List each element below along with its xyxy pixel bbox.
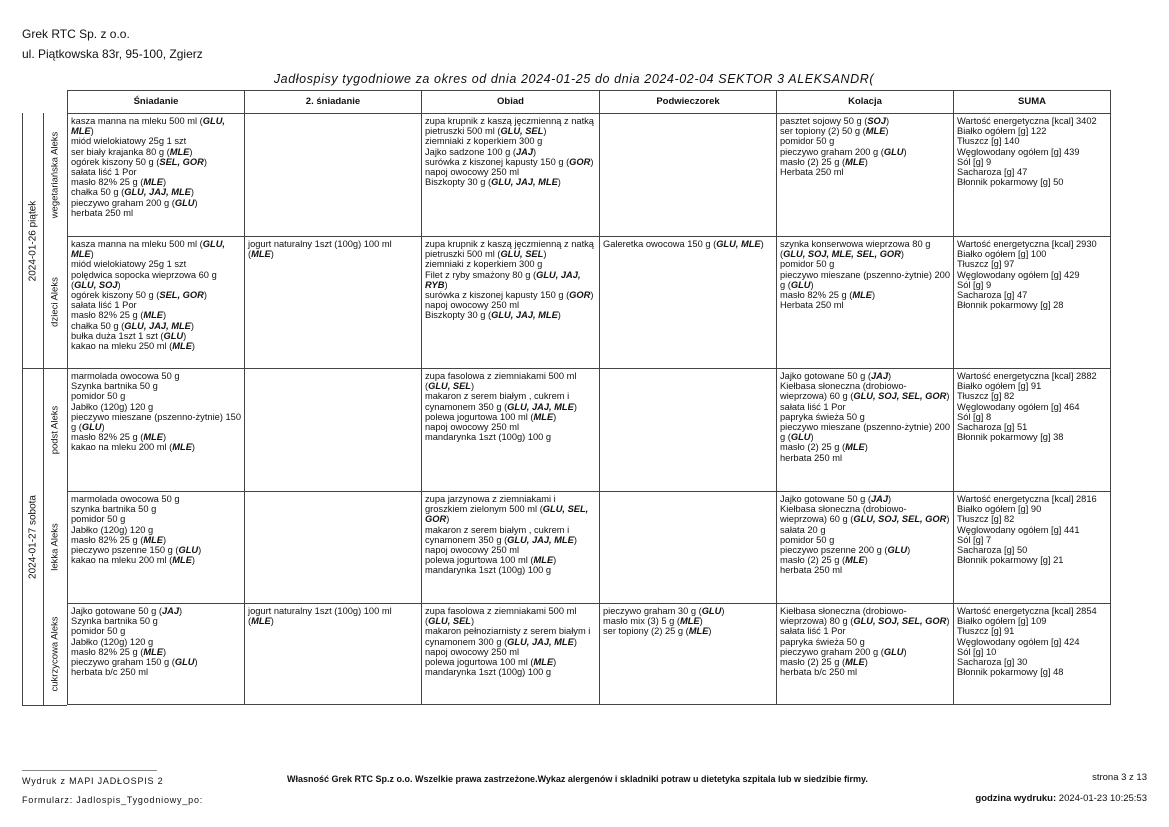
dish-line: ziemniaki z koperkiem 300 g bbox=[425, 259, 543, 270]
nutrition-line: Sól [g] 9 bbox=[957, 279, 992, 290]
nutrition-line: Błonnik pokarmowy [g] 21 bbox=[957, 555, 1064, 566]
dish-line: masło 82% 25 g (MLE) bbox=[71, 646, 167, 657]
dish-line: bułka duża 1szt 1 szt (GLU) bbox=[71, 330, 187, 341]
menu-cell bbox=[68, 237, 245, 369]
dish-line: pieczywo mieszane (pszenno-żytnie) 200 g (GLU) bbox=[780, 269, 951, 290]
table-row bbox=[68, 369, 1111, 492]
dish-line: herbata 250 ml bbox=[780, 565, 843, 576]
dish-line: napoj owocowy 250 ml bbox=[425, 300, 520, 311]
menu-cell bbox=[245, 492, 422, 604]
nutrition-line: Białko ogółem [g] 122 bbox=[957, 126, 1047, 137]
company-address: ul. Piątkowska 83r, 95-100, Zgierz bbox=[22, 47, 203, 61]
print-time-value: 2024-01-23 10:25:53 bbox=[1058, 793, 1147, 804]
dish-line: herbata 250 ml bbox=[780, 452, 843, 463]
dish-line: napoj owocowy 250 ml bbox=[425, 167, 520, 178]
dish-line: Jajko sadzone 100 g (JAJ) bbox=[425, 146, 537, 157]
dish-line: ogórek kiszony 50 g (SEL, GOR) bbox=[71, 290, 207, 301]
table-row bbox=[68, 604, 1111, 705]
dish-line: Kiełbasa słoneczna (drobiowo-wieprzowa) 60 g (GLU, SOJ, SEL, GOR) bbox=[780, 504, 950, 525]
table-row bbox=[68, 492, 1111, 604]
nutrition-line: Tłuszcz [g] 82 bbox=[957, 514, 1015, 525]
nutrition-line: Sól [g] 9 bbox=[957, 156, 992, 167]
nutrition-line: Sacharoza [g] 47 bbox=[957, 167, 1028, 178]
menu-cell bbox=[600, 604, 777, 705]
company-block bbox=[22, 24, 203, 64]
column-header: Śniadanie bbox=[68, 91, 245, 114]
dish-line: pomidor 50 g bbox=[71, 391, 126, 402]
dish-line: surówka z kiszonej kapusty 150 g (GOR) bbox=[425, 156, 594, 167]
dish-line: miód wielokiatowy 25g 1 szt bbox=[71, 136, 187, 147]
dish-line: Szynka bartnika 50 g bbox=[71, 381, 158, 392]
menu-cell bbox=[245, 237, 422, 369]
nutrition-line: Węglowodany ogółem [g] 429 bbox=[957, 269, 1080, 280]
menu-cell bbox=[68, 604, 245, 705]
menu-cell bbox=[954, 114, 1111, 237]
dish-line: herbata b/c 250 ml bbox=[71, 667, 149, 678]
dish-line: marmolada owocowa 50 g bbox=[71, 371, 180, 381]
menu-cell bbox=[600, 114, 777, 237]
dish-line: ogórek kiszony 50 g (SEL, GOR) bbox=[71, 156, 207, 167]
dish-line: pieczywo graham 200 g (GLU) bbox=[780, 146, 907, 157]
menu-cell bbox=[777, 369, 954, 492]
nutrition-line: Sól [g] 7 bbox=[957, 534, 992, 545]
nutrition-line: Wartość energetyczna [kcal] 2930 bbox=[957, 239, 1097, 249]
dish-line: Herbata 250 ml bbox=[780, 167, 844, 178]
diet-label-cell bbox=[42, 603, 67, 704]
dish-line: sałata liść 1 Por bbox=[71, 167, 137, 178]
dish-line: pieczywo graham 30 g (GLU) bbox=[603, 606, 725, 616]
dish-line: kakao na mleku 200 ml (MLE) bbox=[71, 442, 196, 453]
diet-label-cell bbox=[42, 368, 67, 491]
menu-cell bbox=[68, 369, 245, 492]
dish-line: jogurt naturalny 1szt (100g) 100 ml (MLE) bbox=[248, 606, 392, 627]
nutrition-line: Tłuszcz [g] 97 bbox=[957, 259, 1015, 270]
dish-line: Kiełbasa słoneczna (drobiowo-wieprzowa) 80 g (GLU, SOJ, SEL, GOR) bbox=[780, 606, 950, 627]
dish-line: polewa jogurtowa 100 ml (MLE) bbox=[425, 555, 557, 566]
dish-line: masło 82% 25 g (MLE) bbox=[780, 290, 876, 301]
table-row bbox=[68, 114, 1111, 237]
dish-line: pomidor 50 g bbox=[71, 626, 126, 637]
dish-line: makaron z serem białym , cukrem i cynamonem 350 g (GLU, JAJ, MLE) bbox=[425, 391, 577, 412]
dish-line: ziemniaki z koperkiem 300 g bbox=[425, 136, 543, 147]
dish-line: masło 82% 25 g (MLE) bbox=[71, 432, 167, 443]
diet-label: lekka Aleks bbox=[49, 523, 60, 571]
dish-line: polędwica sopocka wieprzowa 60 g (GLU, SOJ) bbox=[71, 269, 217, 290]
footer-ownership: Własność Grek RTC Sp.z o.o. Wszelkie prawa zastrzeżone.Wykaz alergenów i skladniki potraw u dietetyka szpitala lub w siedzibie firmy. bbox=[287, 774, 868, 784]
footer-source bbox=[22, 772, 203, 810]
dish-line: Galeretka owocowa 150 g (GLU, MLE) bbox=[603, 239, 764, 249]
menu-cell bbox=[954, 604, 1111, 705]
dish-line: miód wielokiatowy 25g 1 szt bbox=[71, 259, 187, 270]
diet-label: dzieci Aleks bbox=[49, 277, 60, 327]
nutrition-line: Węglowodany ogółem [g] 439 bbox=[957, 146, 1080, 157]
nutrition-line: Węglowodany ogółem [g] 424 bbox=[957, 636, 1080, 647]
dish-line: Jabłko (120g) 120 g bbox=[71, 401, 154, 412]
dish-line: pomidor 50 g bbox=[780, 259, 835, 270]
nutrition-line: Wartość energetyczna [kcal] 2854 bbox=[957, 606, 1097, 616]
dish-line: masło mix (3) 5 g (MLE) bbox=[603, 616, 703, 627]
dish-line: Kiełbasa słoneczna (drobiowo-wieprzowa) 60 g (GLU, SOJ, SEL, GOR) bbox=[780, 381, 950, 402]
dish-line: herbata b/c 250 ml bbox=[780, 667, 858, 678]
day-label: 2024-01-27 sobota bbox=[27, 494, 39, 579]
nutrition-line: Błonnik pokarmowy [g] 28 bbox=[957, 300, 1064, 311]
diet-label: cukrzycowa Aleks bbox=[49, 616, 60, 691]
dish-line: ser topiony (2) 50 g (MLE) bbox=[780, 126, 889, 137]
dish-line: ser topiony (2) 25 g (MLE) bbox=[603, 626, 712, 637]
dish-line: kasza manna na mleku 500 ml (GLU, MLE) bbox=[71, 239, 225, 260]
dish-line: Jajko gotowane 50 g (JAJ) bbox=[780, 371, 892, 381]
dish-line: Jabłko (120g) 120 g bbox=[71, 524, 154, 535]
dish-line: Szynka bartnika 50 g bbox=[71, 616, 158, 627]
day-label-column bbox=[22, 113, 44, 368]
dish-line: makaron z serem białym , cukrem i cynamonem 350 g (GLU, JAJ, MLE) bbox=[425, 524, 577, 545]
print-time-label: godzina wydruku: bbox=[975, 793, 1057, 804]
menu-cell bbox=[954, 369, 1111, 492]
menu-table bbox=[67, 90, 1111, 705]
nutrition-line: Białko ogółem [g] 90 bbox=[957, 504, 1042, 515]
dish-line: masło 82% 25 g (MLE) bbox=[71, 534, 167, 545]
nutrition-line: Wartość energetyczna [kcal] 3402 bbox=[957, 116, 1097, 126]
diet-label-cell bbox=[42, 491, 67, 603]
nutrition-line: Błonnik pokarmowy [g] 38 bbox=[957, 432, 1064, 443]
dish-line: sałata liść 1 Por bbox=[71, 300, 137, 311]
dish-line: masło (2) 25 g (MLE) bbox=[780, 156, 868, 167]
dish-line: pomidor 50 g bbox=[71, 514, 126, 525]
day-label: 2024-01-26 piątek bbox=[27, 200, 39, 281]
dish-line: Jajko gotowane 50 g (JAJ) bbox=[71, 606, 183, 616]
dish-line: napoj owocowy 250 ml bbox=[425, 422, 520, 433]
column-header: 2. śniadanie bbox=[245, 91, 422, 114]
dish-line: pasztet sojowy 50 g (SOJ) bbox=[780, 116, 890, 126]
nutrition-line: Białko ogółem [g] 109 bbox=[957, 616, 1047, 627]
dish-line: szynka bartnika 50 g bbox=[71, 504, 157, 515]
dish-line: Biszkopty 30 g (GLU, JAJ, MLE) bbox=[425, 177, 561, 188]
menu-cell bbox=[600, 492, 777, 604]
menu-cell bbox=[954, 237, 1111, 369]
day-separator bbox=[22, 368, 67, 369]
dish-line: Herbata 250 ml bbox=[780, 300, 844, 311]
nutrition-line: Sacharoza [g] 51 bbox=[957, 422, 1028, 433]
menu-cell bbox=[600, 369, 777, 492]
dish-line: zupa fasolowa z ziemniakami 500 ml (GLU, SEL) bbox=[425, 371, 577, 392]
menu-cell bbox=[422, 237, 600, 369]
dish-line: zupa krupnik z kaszą jęczmienną z natką pietruszki 500 ml (GLU, SEL) bbox=[425, 239, 594, 260]
nutrition-line: Sacharoza [g] 30 bbox=[957, 657, 1028, 668]
table-row bbox=[68, 237, 1111, 369]
nutrition-line: Błonnik pokarmowy [g] 48 bbox=[957, 667, 1064, 678]
footer-line-1: Wydruk z MAPI JADŁOSPIS 2 bbox=[22, 776, 164, 786]
diet-label: podst Aleks bbox=[49, 405, 60, 454]
dish-line: papryka świeża 50 g bbox=[780, 411, 865, 422]
dish-line: mandarynka 1szt (100g) 100 g bbox=[425, 667, 552, 678]
nutrition-line: Sól [g] 10 bbox=[957, 646, 997, 657]
dish-line: surówka z kiszonej kapusty 150 g (GOR) bbox=[425, 290, 594, 301]
dish-line: kasza manna na mleku 500 ml (GLU, MLE) bbox=[71, 116, 225, 137]
dish-line: chałka 50 g (GLU, JAJ, MLE) bbox=[71, 320, 194, 331]
dish-line: Biszkopty 30 g (GLU, JAJ, MLE) bbox=[425, 310, 561, 321]
nutrition-line: Sacharoza [g] 50 bbox=[957, 545, 1028, 556]
dish-line: pieczywo pszenne 150 g (GLU) bbox=[71, 545, 202, 556]
nutrition-line: Węglowodany ogółem [g] 464 bbox=[957, 401, 1080, 412]
menu-cell bbox=[245, 114, 422, 237]
menu-cell bbox=[422, 492, 600, 604]
dish-line: pieczywo graham 150 g (GLU) bbox=[71, 657, 198, 668]
menu-cell bbox=[68, 114, 245, 237]
dish-line: szynka konserwowa wieprzowa 80 g (GLU, SOJ, MLE, SEL, GOR) bbox=[780, 239, 931, 260]
dish-line: pieczywo graham 200 g (GLU) bbox=[71, 197, 198, 208]
footer-rule bbox=[22, 770, 157, 771]
day-label-column bbox=[22, 368, 44, 705]
dish-line: Jabłko (120g) 120 g bbox=[71, 636, 154, 647]
column-header: SUMA bbox=[954, 91, 1111, 114]
nutrition-line: Wartość energetyczna [kcal] 2816 bbox=[957, 494, 1097, 504]
dish-line: herbata 250 ml bbox=[71, 207, 134, 218]
dish-line: marmolada owocowa 50 g bbox=[71, 494, 180, 504]
nutrition-line: Sacharoza [g] 47 bbox=[957, 290, 1028, 301]
dish-line: ser biały krajanka 80 g (MLE) bbox=[71, 146, 193, 157]
diet-label-cell bbox=[42, 113, 67, 236]
menu-cell bbox=[422, 604, 600, 705]
nutrition-line: Sól [g] 8 bbox=[957, 411, 992, 422]
dish-line: napoj owocowy 250 ml bbox=[425, 545, 520, 556]
dish-line: Jajko gotowane 50 g (JAJ) bbox=[780, 494, 892, 504]
menu-cell bbox=[245, 369, 422, 492]
menu-cell bbox=[68, 492, 245, 604]
dish-line: sałata 20 g bbox=[780, 524, 826, 535]
dish-line: masło 82% 25 g (MLE) bbox=[71, 177, 167, 188]
footer-line-2: Formularz: Jadlospis_Tygodniowy_po: bbox=[22, 795, 204, 805]
company-name: Grek RTC Sp. z o.o. bbox=[22, 27, 130, 41]
nutrition-line: Wartość energetyczna [kcal] 2882 bbox=[957, 371, 1097, 381]
nutrition-line: Tłuszcz [g] 82 bbox=[957, 391, 1015, 402]
diet-label-cell bbox=[42, 236, 67, 368]
menu-cell bbox=[600, 237, 777, 369]
column-header: Podwieczorek bbox=[600, 91, 777, 114]
dish-line: masło 82% 25 g (MLE) bbox=[71, 310, 167, 321]
dish-line: masło (2) 25 g (MLE) bbox=[780, 442, 868, 453]
menu-cell bbox=[422, 114, 600, 237]
nutrition-line: Węglowodany ogółem [g] 441 bbox=[957, 524, 1080, 535]
dish-line: mandarynka 1szt (100g) 100 g bbox=[425, 432, 552, 443]
nutrition-line: Białko ogółem [g] 100 bbox=[957, 249, 1047, 260]
day-separator bbox=[22, 705, 67, 706]
column-header: Obiad bbox=[422, 91, 600, 114]
dish-line: polewa jogurtowa 100 ml (MLE) bbox=[425, 657, 557, 668]
dish-line: pieczywo graham 200 g (GLU) bbox=[780, 646, 907, 657]
menu-cell bbox=[777, 237, 954, 369]
nutrition-line: Tłuszcz [g] 91 bbox=[957, 626, 1015, 637]
dish-line: polewa jogurtowa 100 ml (MLE) bbox=[425, 411, 557, 422]
dish-line: zupa jarzynowa z ziemniakami i groszkiem zielonym 500 ml (GLU, SEL, GOR) bbox=[425, 494, 589, 525]
dish-line: kakao na mleku 200 ml (MLE) bbox=[71, 555, 196, 566]
dish-line: zupa fasolowa z ziemniakami 500 ml (GLU, SEL) bbox=[425, 606, 577, 627]
dish-line: masło (2) 25 g (MLE) bbox=[780, 657, 868, 668]
dish-line: sałata liść 1 Por bbox=[780, 626, 846, 637]
dish-line: mandarynka 1szt (100g) 100 g bbox=[425, 565, 552, 576]
dish-line: masło (2) 25 g (MLE) bbox=[780, 555, 868, 566]
menu-cell bbox=[422, 369, 600, 492]
page-number: strona 3 z 13 bbox=[1092, 772, 1147, 783]
menu-cell bbox=[954, 492, 1111, 604]
dish-line: pieczywo mieszane (pszenno-żytnie) 150 g (GLU) bbox=[71, 411, 242, 433]
nutrition-line: Tłuszcz [g] 140 bbox=[957, 136, 1020, 147]
dish-line: jogurt naturalny 1szt (100g) 100 ml (MLE) bbox=[248, 239, 392, 260]
dish-line: pomidor 50 g bbox=[780, 136, 835, 147]
menu-cell bbox=[777, 492, 954, 604]
page-title: Jadłospisy tygodniowe za okres od dnia 2024-01-25 do dnia 2024-02-04 SEKTOR 3 ALEKSANDR( bbox=[273, 72, 875, 86]
dish-line: pomidor 50 g bbox=[780, 534, 835, 545]
print-time bbox=[975, 793, 1147, 804]
column-header: Kolacja bbox=[777, 91, 954, 114]
dish-line: Filet z ryby smażony 80 g (GLU, JAJ, RYB) bbox=[425, 269, 581, 290]
menu-cell bbox=[245, 604, 422, 705]
dish-line: pieczywo mieszane (pszenno-żytnie) 200 g (GLU) bbox=[780, 422, 951, 443]
nutrition-line: Błonnik pokarmowy [g] 50 bbox=[957, 177, 1064, 188]
diet-label: wegetariańska Aleks bbox=[49, 131, 60, 218]
table-header-row bbox=[68, 91, 1111, 114]
dish-line: napoj owocowy 250 ml bbox=[425, 646, 520, 657]
dish-line: papryka świeża 50 g bbox=[780, 636, 865, 647]
dish-line: chałka 50 g (GLU, JAJ, MLE) bbox=[71, 187, 194, 198]
menu-cell bbox=[777, 604, 954, 705]
dish-line: pieczywo pszenne 200 g (GLU) bbox=[780, 545, 911, 556]
menu-cell bbox=[777, 114, 954, 237]
dish-line: zupa krupnik z kaszą jęczmienną z natką pietruszki 500 ml (GLU, SEL) bbox=[425, 116, 594, 137]
dish-line: kakao na mleku 250 ml (MLE) bbox=[71, 341, 196, 352]
nutrition-line: Białko ogółem [g] 91 bbox=[957, 381, 1042, 392]
dish-line: sałata liść 1 Por bbox=[780, 401, 846, 412]
dish-line: makaron pełnoziarnisty z serem białym i cynamonem 300 g (GLU, JAJ, MLE) bbox=[425, 626, 591, 647]
